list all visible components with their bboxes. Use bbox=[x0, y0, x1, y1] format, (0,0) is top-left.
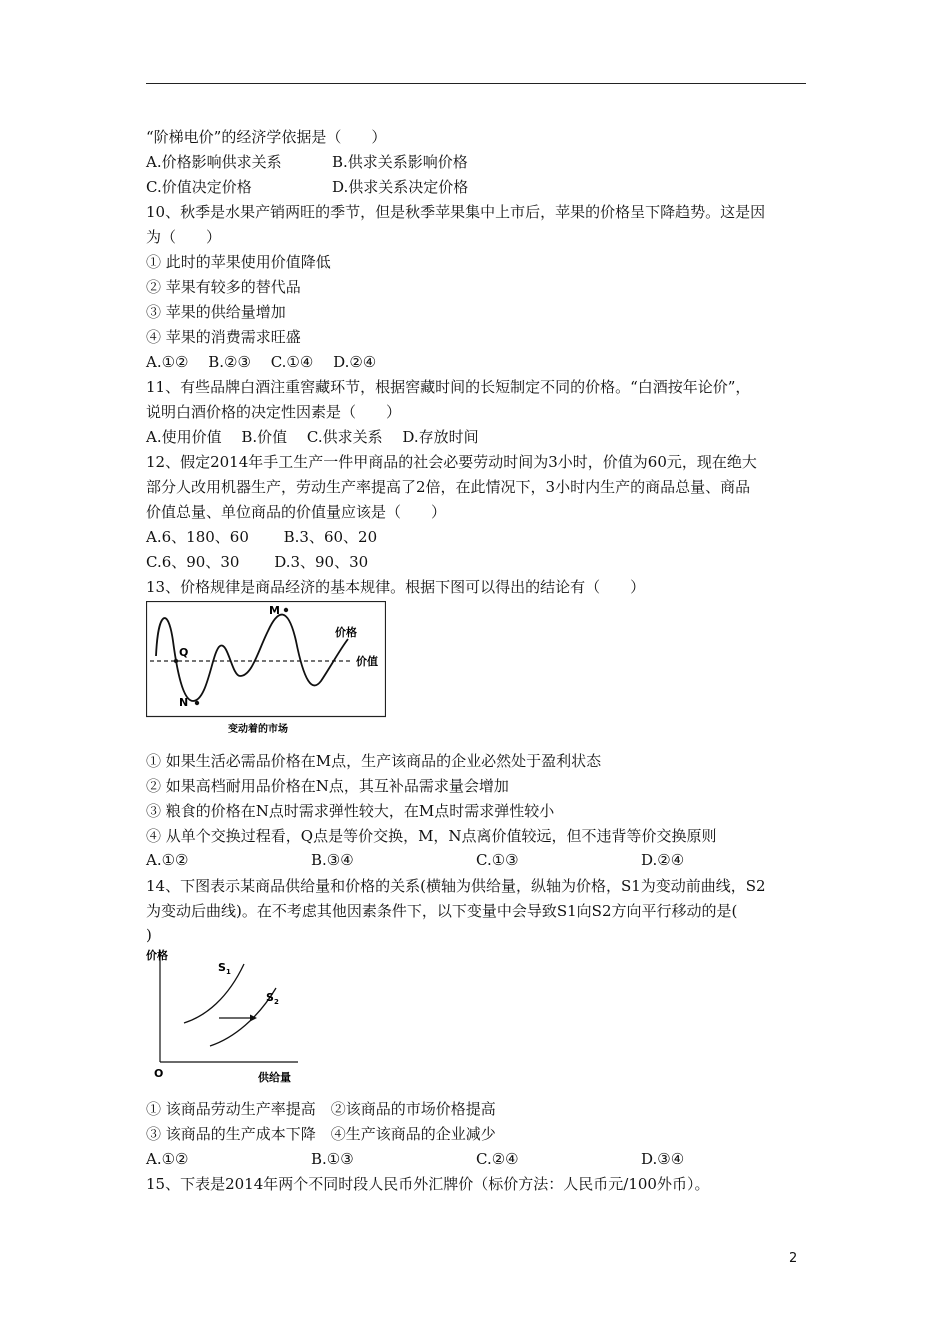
question-12-stem-cont2: 价值总量、单位商品的价值量应该是（ ） bbox=[146, 503, 447, 521]
q13-statement-2: ② 如果高档耐用品价格在N点，其互补品需求量会增加 bbox=[146, 777, 509, 795]
q13-option-d: D.②④ bbox=[641, 851, 685, 869]
q14-statements-12: ① 该商品劳动生产率提高 ②该商品的市场价格提高 bbox=[146, 1100, 496, 1118]
q13-option-c: C.①③ bbox=[476, 851, 519, 869]
q9-option-d: D.供求关系决定价格 bbox=[332, 178, 469, 196]
q13-statement-1: ① 如果生活必需品价格在M点，生产该商品的企业必然处于盈利状态 bbox=[146, 752, 602, 770]
question-14-stem: 14、下图表示某商品供给量和价格的关系(横轴为供给量，纵轴为价格，S1为变动前曲线，S2 bbox=[146, 877, 766, 895]
q9-option-b: B.供求关系影响价格 bbox=[332, 153, 468, 171]
question-12-stem-cont: 部分人改用机器生产，劳动生产率提高了2倍，在此情况下，3小时内生产的商品总量、商品 bbox=[146, 478, 751, 496]
question-11-stem-cont: 说明白酒价格的决定性因素是（ ） bbox=[146, 403, 402, 421]
question-10-stem: 10、秋季是水果产销两旺的季节，但是秋季苹果集中上市后，苹果的价格呈下降趋势。这是因 bbox=[146, 203, 766, 221]
label-s2: $S_2$ bbox=[266, 991, 279, 1006]
question-15-stem: 15、下表是2014年两个不同时段人民币外汇牌价（标价方法：人民币元/100外币）。 bbox=[146, 1175, 710, 1193]
q14-statements-34: ③ 该商品的生产成本下降 ④生产该商品的企业减少 bbox=[146, 1125, 496, 1143]
q14-option-b: B.①③ bbox=[311, 1150, 354, 1168]
point-n bbox=[195, 701, 199, 705]
q13-option-b: B.③④ bbox=[311, 851, 354, 869]
label-m: M bbox=[269, 604, 280, 617]
market-price-diagram bbox=[146, 601, 386, 736]
q14-option-c: C.②④ bbox=[476, 1150, 519, 1168]
q14-option-d: D.③④ bbox=[641, 1150, 685, 1168]
q11-options: A.使用价值 B.价值 C.供求关系 D.存放时间 bbox=[146, 428, 479, 446]
q14-option-a: A.①② bbox=[146, 1150, 189, 1168]
label-origin: O bbox=[154, 1067, 164, 1080]
question-11-stem: 11、有些品牌白酒注重窖藏环节，根据窖藏时间的长短制定不同的价格。“白酒按年论价”， bbox=[146, 378, 751, 396]
label-price: 价格 bbox=[335, 626, 357, 639]
q10-statement-3: ③ 苹果的供给量增加 bbox=[146, 303, 286, 321]
label-value: 价值 bbox=[356, 655, 378, 668]
label-s1: $S_1$ bbox=[218, 961, 231, 976]
q9-option-c: C.价值决定价格 bbox=[146, 178, 252, 196]
question-13-stem: 13、价格规律是商品经济的基本规律。根据下图可以得出的结论有（ ） bbox=[146, 578, 646, 596]
q13-statement-3: ③ 粮食的价格在N点时需求弹性较大，在M点时需求弹性较小 bbox=[146, 802, 555, 820]
question-10-stem-cont: 为（ ） bbox=[146, 228, 222, 246]
curve-s1 bbox=[184, 964, 244, 1023]
question-14-stem-cont: 为变动后曲线)。在不考虑其他因素条件下，以下变量中会导致S1向S2方向平行移动的是( bbox=[146, 902, 738, 920]
q12-options-cd: C.6、90、30 D.3、90、30 bbox=[146, 553, 369, 571]
q10-statement-1: ① 此时的苹果使用价值降低 bbox=[146, 253, 331, 271]
page-number: 2 bbox=[789, 1251, 798, 1266]
question-12-stem: 12、假定2014年手工生产一件甲商品的社会必要劳动时间为3小时，价值为60元，现在绝大 bbox=[146, 453, 757, 471]
figure-caption: 变动着的市场 bbox=[228, 724, 288, 735]
q12-options-ab: A.6、180、60 B.3、60、20 bbox=[146, 528, 378, 546]
point-q bbox=[174, 659, 178, 663]
header-rule bbox=[146, 83, 806, 84]
label-quantity-axis: 供给量 bbox=[258, 1071, 291, 1084]
question-9-stem: “阶梯电价”的经济学依据是（ ） bbox=[146, 128, 387, 146]
question-14-stem-end: ) bbox=[146, 926, 152, 944]
label-n: N bbox=[179, 696, 189, 709]
q10-options: A.①② B.②③ C.①④ D.②④ bbox=[146, 353, 377, 371]
label-price-axis: 价格 bbox=[146, 949, 168, 962]
q10-statement-4: ④ 苹果的消费需求旺盛 bbox=[146, 328, 301, 346]
q9-option-a: A.价格影响供求关系 bbox=[146, 153, 282, 171]
q13-statement-4: ④ 从单个交换过程看，Q点是等价交换，M，N点离价值较远，但不违背等价交换原则 bbox=[146, 827, 717, 845]
q10-statement-2: ② 苹果有较多的替代品 bbox=[146, 278, 301, 296]
label-q: Q bbox=[179, 646, 189, 659]
supply-curve-diagram bbox=[146, 946, 308, 1088]
q13-option-a: A.①② bbox=[146, 851, 189, 869]
point-m bbox=[284, 608, 288, 612]
